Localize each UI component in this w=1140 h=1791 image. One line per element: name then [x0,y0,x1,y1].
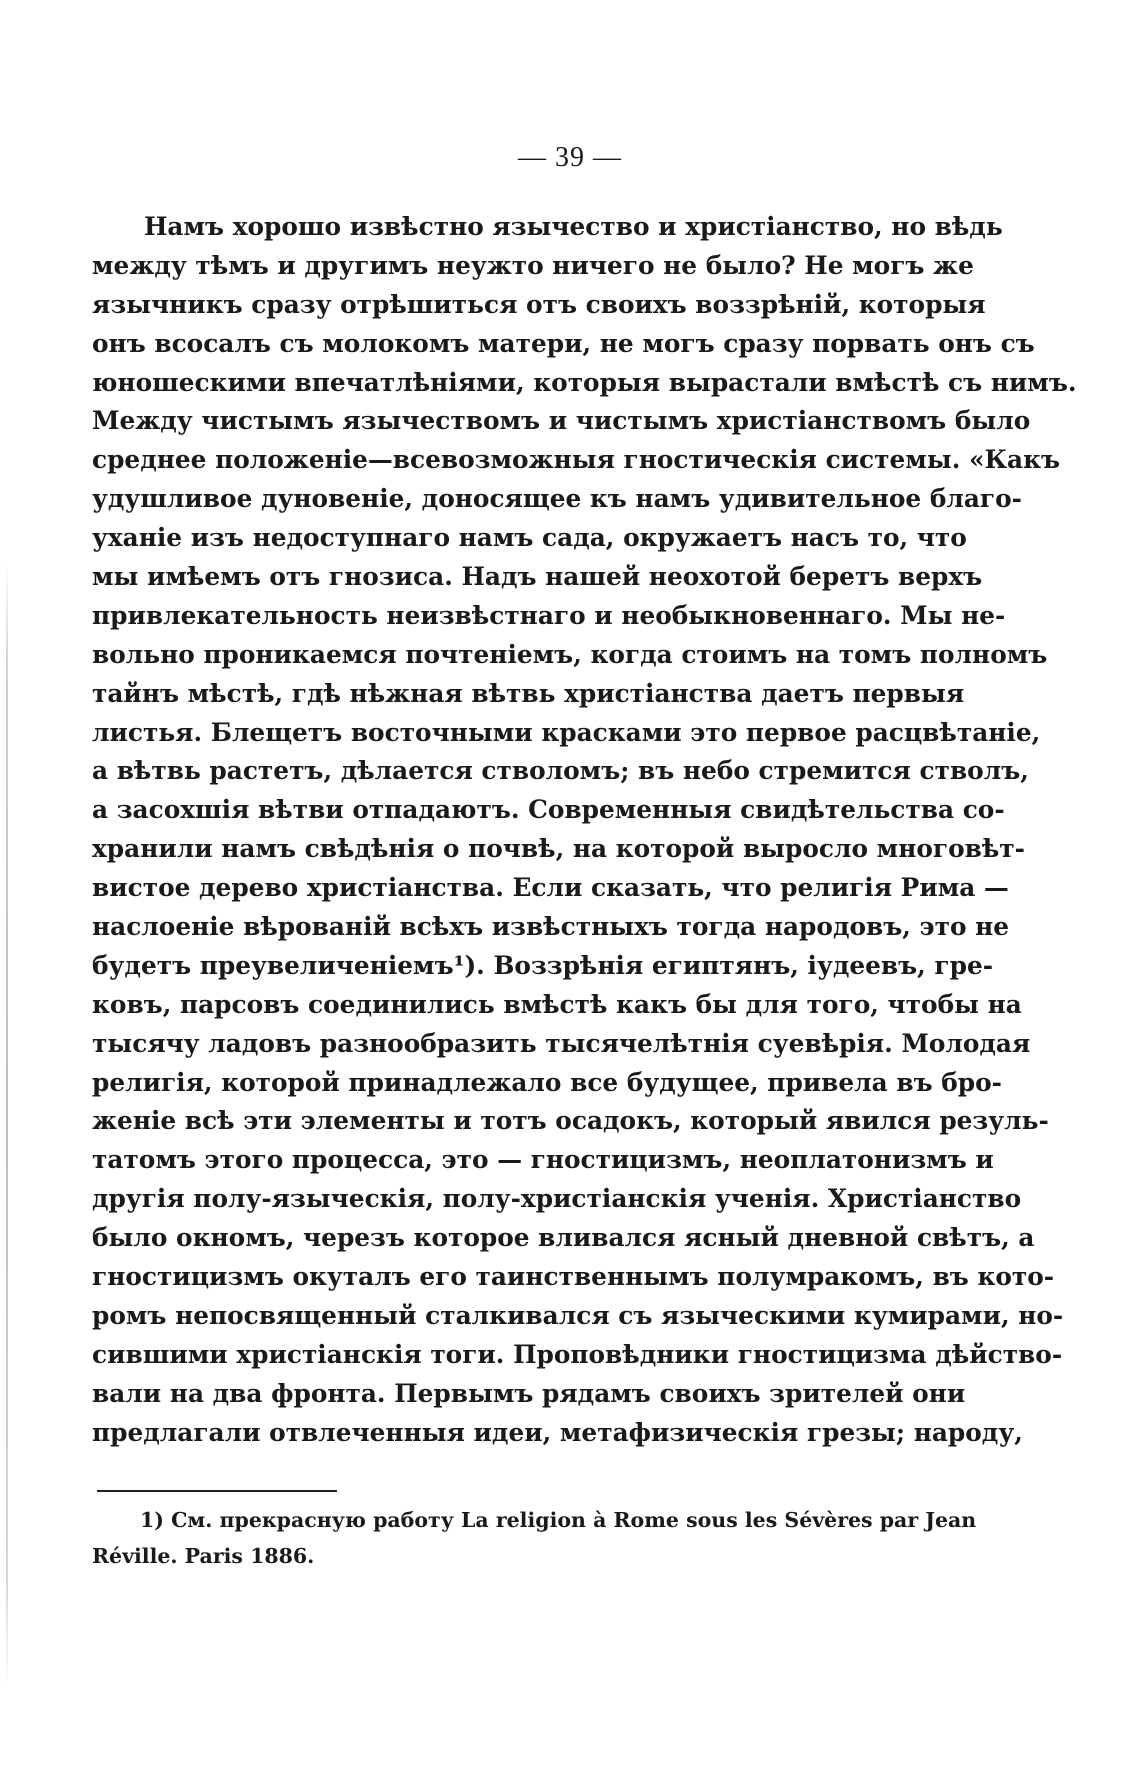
text-line: будетъ преувеличеніемъ¹). Воззрѣнія египтянъ, іудеевъ, гре- [92,950,994,980]
footnote-line: 1) См. прекрасную работу La religion à Rome sous les Sévères par Jean [140,1508,977,1532]
footnote-line: Réville. Paris 1886. [92,1544,315,1568]
main-text-block [92,208,1077,1453]
text-line: ковъ, парсовъ соединились вмѣстѣ какъ бы для того, чтобы на [92,989,1022,1019]
text-line: татомъ этого процесса, это — гностицизмъ, неоплатонизмъ и [92,1145,994,1175]
footnote [92,1502,977,1574]
footnote-divider [97,1490,337,1492]
text-line: среднее положеніе—всевозможныя гностическія системы. «Какъ [92,445,1061,475]
text-line: сившими христіанскія тоги. Проповѣдники гностицизма дѣйство- [92,1339,1063,1369]
text-line: привлекательность неизвѣстнаго и необыкновеннаго. Мы не- [92,600,1006,630]
page-number: — 39 — [518,142,622,173]
text-line: Между чистымъ язычествомъ и чистымъ христіанствомъ было [92,406,1031,436]
text-line: хранили намъ свѣдѣнія о почвѣ, на которой выросло многовѣт- [92,834,1025,864]
text-line: вали на два фронта. Первымъ рядамъ своихъ зрителей они [92,1378,966,1408]
text-line: вистое дерево христіанства. Если сказать, что религія Рима — [92,873,1009,903]
text-line: Намъ хорошо извѣстно язычество и христіанство, но вѣдь [144,212,1003,241]
text-line: а вѣтвь растетъ, дѣлается стволомъ; въ небо стремится стволъ, [92,756,1029,786]
text-line: мы имѣемъ отъ гнозиса. Надъ нашей неохотой беретъ верхъ [92,562,983,592]
text-line: женіе всѣ эти элементы и тотъ осадокъ, который явился резуль- [92,1106,1049,1136]
text-line: вольно проникаемся почтеніемъ, когда стоимъ на томъ полномъ [92,639,1048,669]
text-line: гностицизмъ окуталъ его таинственнымъ полумракомъ, въ кото- [92,1262,1055,1292]
text-line: а засохшія вѣтви отпадаютъ. Современныя свидѣтельства со- [92,795,1005,825]
text-line: язычникъ сразу отрѣшиться отъ своихъ воззрѣній, которыя [92,289,986,319]
text-line: ромъ непосвященный сталкивался съ языческими кумирами, но- [92,1300,1064,1330]
text-line: удушливое дуновеніе, доносящее къ намъ удивительное благо- [92,484,1022,514]
text-line: было окномъ, черезъ которое вливался ясный дневной свѣтъ, а [92,1223,1035,1253]
text-line: между тѣмъ и другимъ неужто ничего не было? Не могъ же [92,250,974,280]
text-line: религія, которой принадлежало все будущее, привела въ бро- [92,1067,1002,1097]
text-line: тысячу ладовъ разнообразить тысячелѣтнія суевѣрія. Молодая [92,1028,1031,1058]
text-line: листья. Блещетъ восточными красками это первое расцвѣтаніе, [92,717,1041,747]
text-line: наслоеніе вѣрованій всѣхъ извѣстныхъ тогда народовъ, это не [92,912,1010,942]
text-line: другія полу-языческія, полу-христіанскія ученія. Христіанство [92,1184,1022,1214]
text-line: юношескими впечатлѣніями, которыя вырастали вмѣстѣ съ нимъ. [92,367,1077,397]
text-line: предлагали отвлеченныя идеи, метафизическія грезы; народу, [92,1417,1023,1447]
page-edge-shadow [6,560,8,1690]
text-line: онъ всосалъ съ молокомъ матери, не могъ сразу порвать онъ съ [92,328,1035,358]
text-line: тайнъ мѣстѣ, гдѣ нѣжная вѣтвь христіанства даетъ первыя [92,678,965,708]
text-line: уханіе изъ недоступнаго намъ сада, окружаетъ насъ то, что [92,523,967,553]
